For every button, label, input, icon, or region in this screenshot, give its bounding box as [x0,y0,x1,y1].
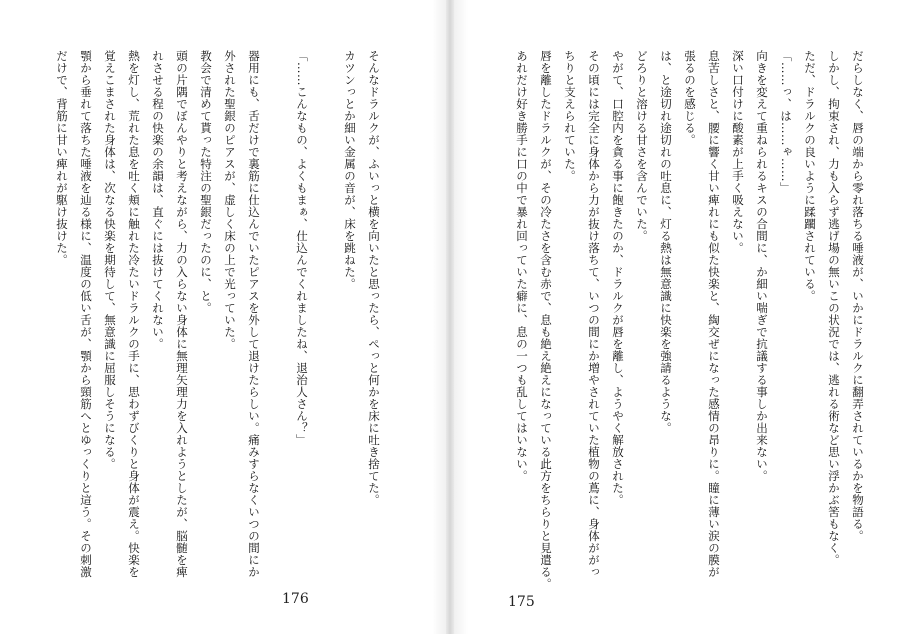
text-line: 顎から垂れて落ちた唾液を辿る様に、温度の低い舌が、顎から頸筋へとゆっくりと這う。その刺激 [79,50,93,578]
text-line: だらしなく、唇の端から零れ落ちる唾液が、いかにドラルクに翻弄されているかを物語る。 [851,50,865,542]
text-line: 教会で清めて貰った特注の聖銀だったのに、と。 [199,50,213,314]
text-line: ただ、ドラルクの良いように蹂躙されている。 [803,50,817,302]
dialogue-line: 「……っ、は……ゃ……」 [779,50,793,194]
text-line: その頃には完全に身体から力が抜け落ちて、いつの間にか増やされていた植物の蔦に、身体ががっ [587,50,601,578]
left-page-body [50,50,386,590]
text-line: 向きを変えて重ねられるキスの合間に、か細い喘ぎで抗議する事しか出来ない。 [755,50,769,482]
text-line: ちりと支えられていた。 [563,50,577,182]
text-line: しかし、拘束され、力も入らず逃げ場の無いこの状況では、逃れる術など思い浮かぶ筈もなく。 [827,50,841,566]
text-line: 深い口付けに酸素が上手く吸えない。 [731,50,745,254]
text-line: 覚えこまされた身体は、次なる快楽を期待して、無意識に屈服しそうになる。 [103,50,117,470]
text-line: れさせる程の快楽の余韻は、直ぐには抜けてくれない。 [151,50,165,350]
blank-line [314,50,338,590]
blank-line [266,50,290,590]
text-line: 器用にも、舌だけで裏筋に仕込んでいたピアスを外して退けたらしい。痛みすらなくいつの間にか [247,50,261,578]
text-line: 張るのを感じる。 [683,50,697,146]
book-gutter [446,0,454,634]
text-line: 頭の片隅でぼんやりと考えながら、力の入らない身体に無理矢理力を入れようとしたが、脳髄を痺 [175,50,189,578]
text-line: 息苦しさと、腰に響く甘い痺れにも似た快楽と、綯交ぜになった感情の昂りに。瞳に薄い涙の膜が [707,50,721,578]
text-line: は、と途切れ途切れの吐息に、灯る熱は無意識に快楽を強請るような。 [659,50,673,434]
right-page-body [510,50,870,590]
left-page [0,0,446,634]
text-line: 唇を離したドラルクが、その冷たさを含む赤で、息も絶え絶えになっている此方をちらりと見遣る。 [539,50,553,590]
text-line: やがて、口腔内を貪る事に飽きたのか、ドラルクが唇を離し、ようやく解放された。 [611,50,625,506]
right-page [454,0,900,634]
text-line: 外された聖銀のピアスが、虚しく床の上で光っていた。 [223,50,237,350]
text-line: だけで、背筋に甘い痺れが駆け抜けた。 [55,50,69,266]
text-line: カツンっとか細い金属の音が、床を跳ねた。 [343,50,357,290]
text-line: どろりと溶ける甘さを含んでいた。 [635,50,649,242]
text-line: あれだけ好き勝手に口の中で暴れ回っていた癖に、息の一つも乱してはいない。 [515,50,529,482]
page-number: 176 [282,591,309,607]
text-line: 熱を灯し、荒れた息を吐く頬に触れた冷たいドラルクの手に、思わずびくりと身体が震え。快楽を [127,50,141,578]
page-number: 175 [508,594,535,610]
dialogue-line: 「……こんなもの、よくもまぁ、仕込んでくれましたね、退治人さん？」 [295,50,309,446]
text-line: そんなドラルクが、ふいっと横を向いたと思ったら、ぺっと何かを床に吐き捨てた。 [367,50,381,506]
